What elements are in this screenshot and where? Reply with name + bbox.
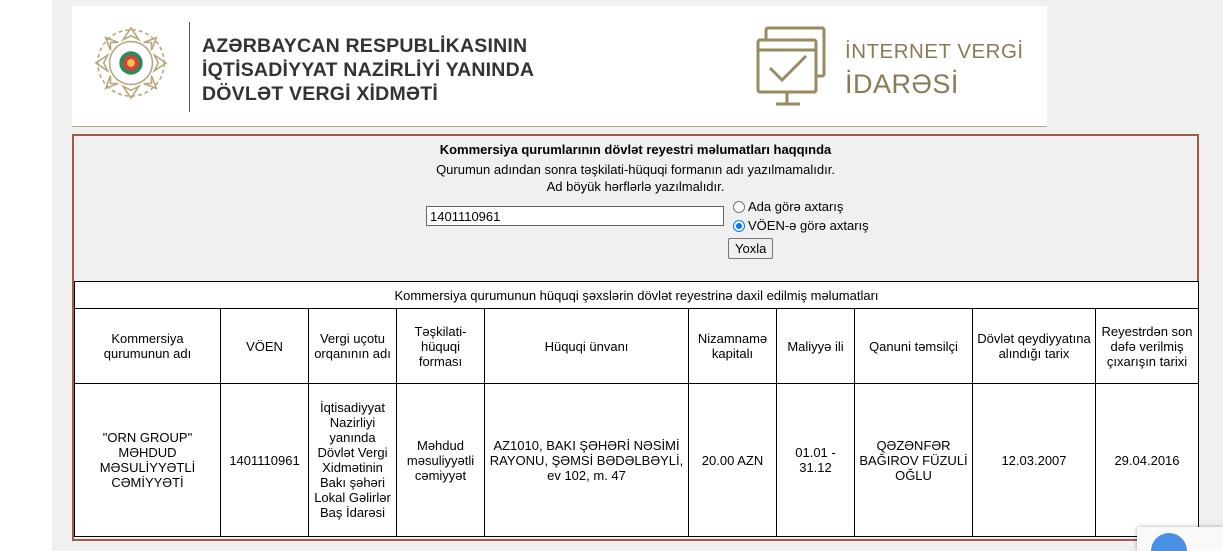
- cell-company-name: "ORN GROUP" MƏHDUD MƏSULİYYƏTLİ CƏMİYYƏTİ: [75, 384, 221, 537]
- org-name-line3: DÖVLƏT VERGİ XİDMƏTİ: [202, 83, 438, 105]
- header-divider: [189, 22, 190, 112]
- cell-address: AZ1010, BAKI ŞƏHƏRİ NƏSİMİ RAYONU, ŞƏMSİ BƏDƏLBƏYLİ, ev 102, m. 47: [485, 384, 689, 537]
- site-header: [72, 6, 1047, 127]
- form-note-legal-form: Qurumun adından sonra təşkilati-hüquqi formanın adı yazılmamalıdır.: [436, 162, 835, 177]
- form-note-uppercase: Ad böyük hərflərlə yazılmalıdır.: [546, 179, 725, 194]
- org-name-line2: İQTİSADİYYAT NAZİRLİYİ YANINDA: [202, 59, 535, 81]
- table-caption: Kommersiya qurumunun hüquqi şəxslərin dövlət reyestrinə daxil edilmiş məlumatları: [75, 282, 1199, 309]
- org-name-line1: AZƏRBAYCAN RESPUBLİKASININ: [202, 35, 528, 57]
- tax-screen-checkmark-icon: [754, 24, 830, 110]
- cell-voen: 1401110961: [221, 384, 309, 537]
- column-header-name: Kommersiya qurumunun adı: [75, 309, 221, 384]
- search-input[interactable]: [426, 206, 724, 226]
- column-header-fiscal-year: Maliyyə ili: [777, 309, 855, 384]
- column-header-voen: VÖEN: [221, 309, 309, 384]
- column-header-registration-date: Dövlət qeydiyyatına alındığı tarix: [973, 309, 1096, 384]
- table-caption-row: [75, 282, 1199, 309]
- cell-fiscal-year: 01.01 - 31.12: [777, 384, 855, 537]
- radio-search-by-voen[interactable]: [733, 218, 869, 233]
- table-header-row: [75, 309, 1199, 384]
- radio-button-name[interactable]: [733, 201, 745, 213]
- cell-representative: QƏZƏNFƏR BAĞIROV FÜZULİ OĞLU: [855, 384, 973, 537]
- cell-extract-date: 29.04.2016: [1096, 384, 1199, 537]
- cell-registration-date: 12.03.2007: [973, 384, 1096, 537]
- column-header-representative: Qanuni təmsilçi: [855, 309, 973, 384]
- internet-tax-office-name: [845, 36, 1024, 100]
- radio-search-by-name[interactable]: [733, 199, 843, 214]
- column-header-capital: Nizamnamə kapitalı: [689, 309, 777, 384]
- check-button[interactable]: Yoxla: [728, 238, 773, 259]
- table-row: [75, 384, 1199, 537]
- cell-capital: 20.00 AZN: [689, 384, 777, 537]
- radio-button-voen[interactable]: [733, 220, 745, 232]
- cell-tax-office: İqtisadiyyat Nazirliyi yanında Dövlət Vergi Xidmətinin Bakı şəhəri Lokal Gəlirlər Baş İdarəsi: [309, 384, 397, 537]
- column-header-address: Hüquqi ünvanı: [485, 309, 689, 384]
- radio-label-voen: VÖEN-ə görə axtarış: [748, 218, 869, 233]
- organization-name: [202, 34, 534, 106]
- form-title: Kommersiya qurumlarının dövlət reyestri məlumatları haqqında: [439, 142, 832, 157]
- column-header-legal-form: Təşkilati-hüquqi forması: [397, 309, 485, 384]
- column-header-tax-office: Vergi uçotu orqanının adı: [309, 309, 397, 384]
- registry-search-panel: [72, 134, 1199, 541]
- ivi-name-line1: İNTERNET VERGİ: [845, 40, 1024, 63]
- state-emblem-icon: [92, 24, 170, 102]
- recaptcha-icon: [1151, 533, 1187, 551]
- ivi-name-line2: İDARƏSİ: [845, 69, 959, 99]
- registry-results-table: [74, 281, 1199, 537]
- cell-legal-form: Məhdud məsuliyyətli cəmiyyət: [397, 384, 485, 537]
- recaptcha-badge[interactable]: [1137, 527, 1223, 551]
- radio-label-name: Ada görə axtarış: [748, 199, 844, 214]
- column-header-extract-date: Reyestrdən son dəfə verilmiş çıxarışın tarixi: [1096, 309, 1199, 384]
